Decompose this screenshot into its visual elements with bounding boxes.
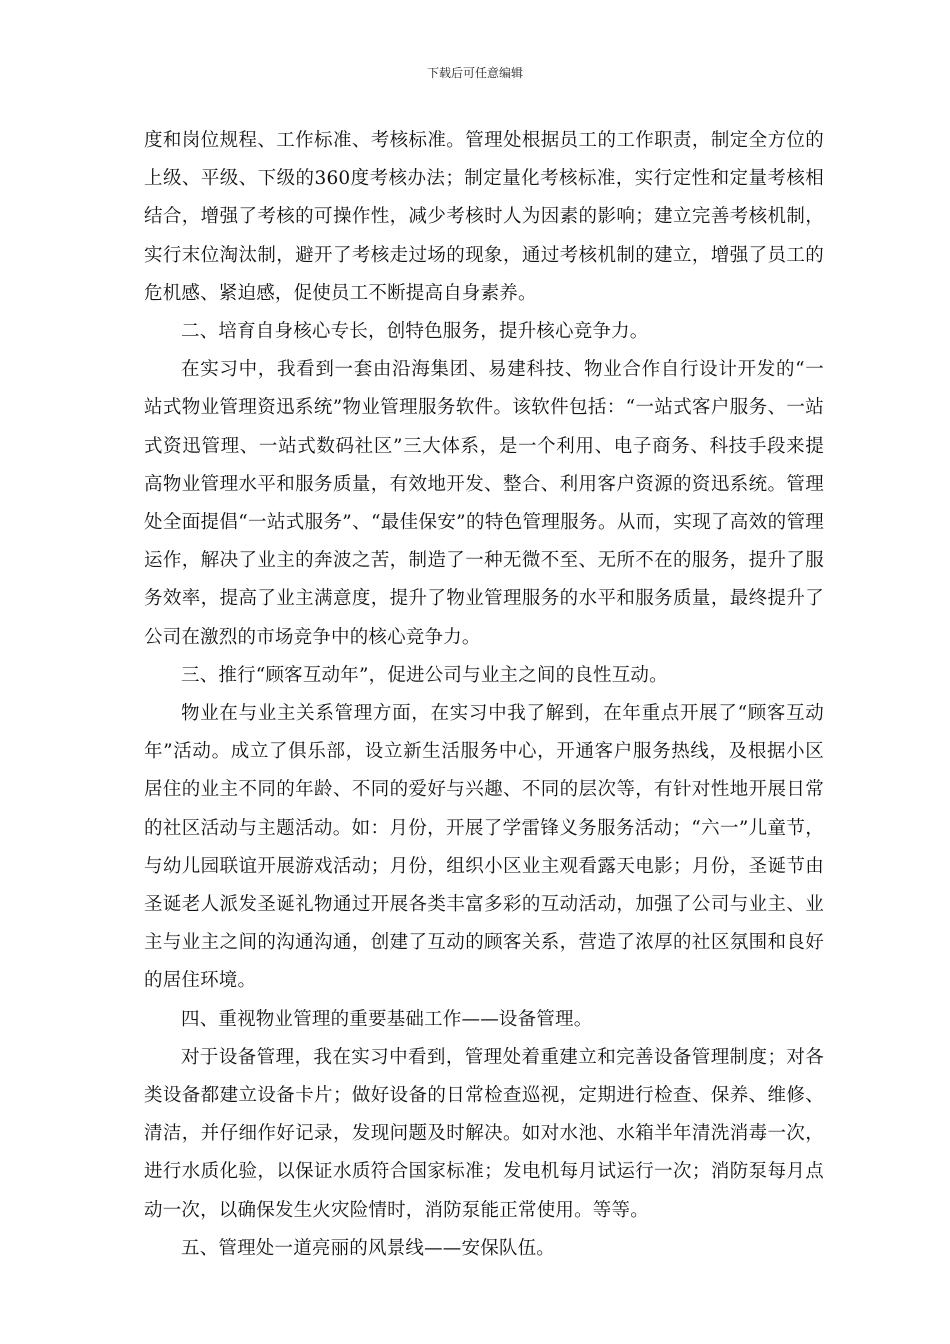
heading-core-competence: 二、培育自身核心专长，创特色服务，提升核心竞争力。 — [181, 321, 649, 343]
heading-customer-interaction-year: 三、推行“顾客互动年”，促进公司与业主之间的良性互动。 — [181, 664, 668, 686]
paragraph-appraisal-system: 度和岗位规程、工作标准、考核标准。管理处根据员工的工作职责，制定全方位的上级、平级、下级的360度考核办法；制定量化考核标准，实行定性和定量考核相结合，增强了考核的可操作性，减少考核时人为因素的影响；建立完善考核机制，实行末位淘汰制，避开了考核走过场的现象，通过考核机制的建立，增强了员工的危机感、紧迫感，促使员工不断提高自身素养。 — [144, 130, 824, 304]
page-header: 下载后可任意编辑 — [426, 66, 523, 80]
document-body — [144, 122, 824, 1268]
paragraph-one-stop-system: 在实习中，我看到一套由沿海集团、易建科技、物业合作自行设计开发的“一站式物业管理资迅系统”物业管理服务软件。该软件包括：“一站式客户服务、一站式资迅管理、一站式数码社区”三大体系，是一个利用、电子商务、科技手段来提高物业管理水平和服务质量，有效地开发、整合、利用客户资源的资迅系统。管理处全面提倡“一站式服务”、“最佳保安”的特色管理服务。从而，实现了高效的管理运作，解决了业主的奔波之苦，制造了一种无微不至、无所不在的服务，提升了服务效率，提高了业主满意度，提升了物业管理服务的水平和服务质量，最终提升了公司在激烈的市场竞争中的核心竞争力。 — [144, 359, 824, 648]
paragraph-community-activities: 物业在与业主关系管理方面，在实习中我了解到，在年重点开展了“顾客互动年”活动。成立了俱乐部，设立新生活服务中心，开通客户服务热线，及根据小区居住的业主不同的年龄、不同的爱好与兴趣、不同的层次等，有针对性地开展日常的社区活动与主题活动。如：月份，开展了学雷锋义务服务活动；“六一”儿童节，与幼儿园联谊开展游戏活动；月份，组织小区业主观看露天电影；月份，圣诞节由圣诞老人派发圣诞礼物通过开展各类丰富多彩的互动活动，加强了公司与业主、业主与业主之间的沟通沟通，创建了互动的顾客关系，营造了浓厚的社区氛围和良好的居住环境。 — [144, 703, 824, 992]
paragraph-equipment-maintenance: 对于设备管理，我在实习中看到，管理处着重建立和完善设备管理制度；对各类设备都建立设备卡片；做好设备的日常检查巡视，定期进行检查、保养、维修、清洁，并仔细作好记录，发现问题及时解决。如对水池、水箱半年清洗消毒一次，进行水质化验，以保证水质符合国家标准；发电机每月试运行一次；消防泵每月点动一次，以确保发生火灾险情时，消防泵能正常使用。等等。 — [144, 1046, 824, 1221]
heading-equipment-management: 四、重视物业管理的重要基础工作——设备管理。 — [181, 1008, 593, 1030]
heading-security-team: 五、管理处一道亮丽的风景线——安保队伍。 — [181, 1237, 556, 1259]
